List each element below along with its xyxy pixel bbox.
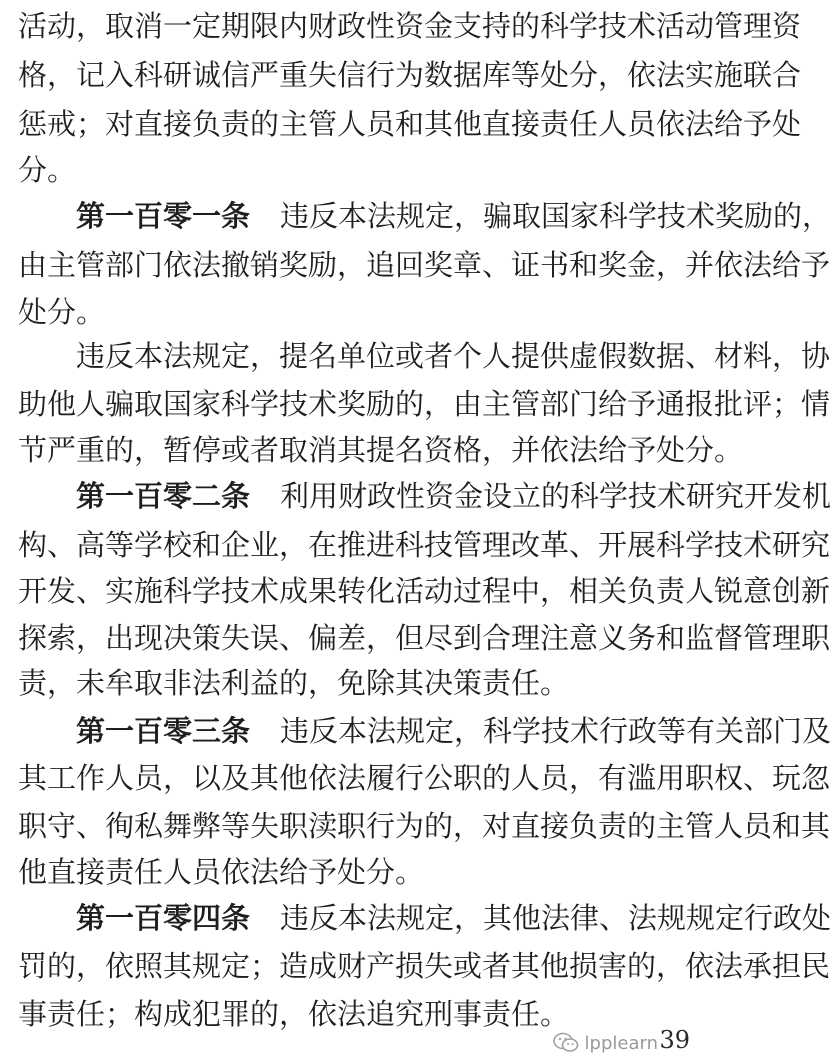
text-segment: 利用财政性资金设立的科学技术研究开发机 xyxy=(280,479,831,513)
text-line: 构、高等学校和企业，在推进科技管理改革、开展科学技术研究 xyxy=(18,528,831,562)
text-line: 职守、徇私舞弊等失职渎职行为的，对直接负责的主管人员和其 xyxy=(18,809,831,843)
article-102-first-line xyxy=(76,470,831,522)
article-104-first-line xyxy=(76,892,831,944)
article-103-first-line xyxy=(76,705,831,757)
article-heading: 第一百零二条 xyxy=(76,479,251,513)
text-segment: 违反本法规定，骗取国家科学技术奖励的， xyxy=(280,199,831,233)
text-line: 罚的，依照其规定；造成财产损失或者其他损害的，依法承担民 xyxy=(18,949,831,983)
article-heading: 第一百零三条 xyxy=(76,714,251,748)
watermark-text: lpplearn xyxy=(584,1032,658,1054)
text-line: 格，记入科研诚信严重失信行为数据库等处分，依法实施联合 xyxy=(18,58,802,92)
text-line: 助他人骗取国家科学技术奖励的，由主管部门给予通报批评；情 xyxy=(18,387,831,421)
text-line: 分。 xyxy=(18,153,77,187)
text-line: 惩戒；对直接负责的主管人员和其他直接责任人员依法给予处 xyxy=(18,107,802,141)
text-line: 事责任；构成犯罪的，依法追究刑事责任。 xyxy=(18,997,570,1031)
article-heading: 第一百零一条 xyxy=(76,199,251,233)
text-segment: 违反本法规定，其他法律、法规规定行政处 xyxy=(280,901,831,935)
text-line: 责，未牟取非法利益的，免除其决策责任。 xyxy=(18,666,570,700)
text-line: 开发、实施科学技术成果转化活动过程中，相关负责人锐意创新 xyxy=(18,574,831,608)
wechat-icon xyxy=(553,1032,579,1054)
page-number: 39 xyxy=(659,1026,690,1054)
text-line: 他直接责任人员依法给予处分。 xyxy=(18,855,425,889)
text-line: 活动，取消一定期限内财政性资金支持的科学技术活动管理资 xyxy=(18,9,802,43)
article-heading: 第一百零四条 xyxy=(76,901,251,935)
article-101-first-line xyxy=(76,190,831,242)
text-line: 处分。 xyxy=(18,295,106,329)
text-line: 其工作人员，以及其他依法履行公职的人员，有滥用职权、玩忽 xyxy=(18,761,831,795)
text-line: 由主管部门依法撤销奖励，追回奖章、证书和奖金，并依法给予 xyxy=(18,248,831,282)
text-line: 节严重的，暂停或者取消其提名资格，并依法给予处分。 xyxy=(18,433,744,467)
text-segment: 违反本法规定，科学技术行政等有关部门及 xyxy=(280,714,831,748)
watermark xyxy=(553,1028,658,1058)
text-line: 违反本法规定，提名单位或者个人提供虚假数据、材料，协 xyxy=(76,339,831,373)
text-line: 探索，出现决策失误、偏差，但尽到合理注意义务和监督管理职 xyxy=(18,621,831,655)
